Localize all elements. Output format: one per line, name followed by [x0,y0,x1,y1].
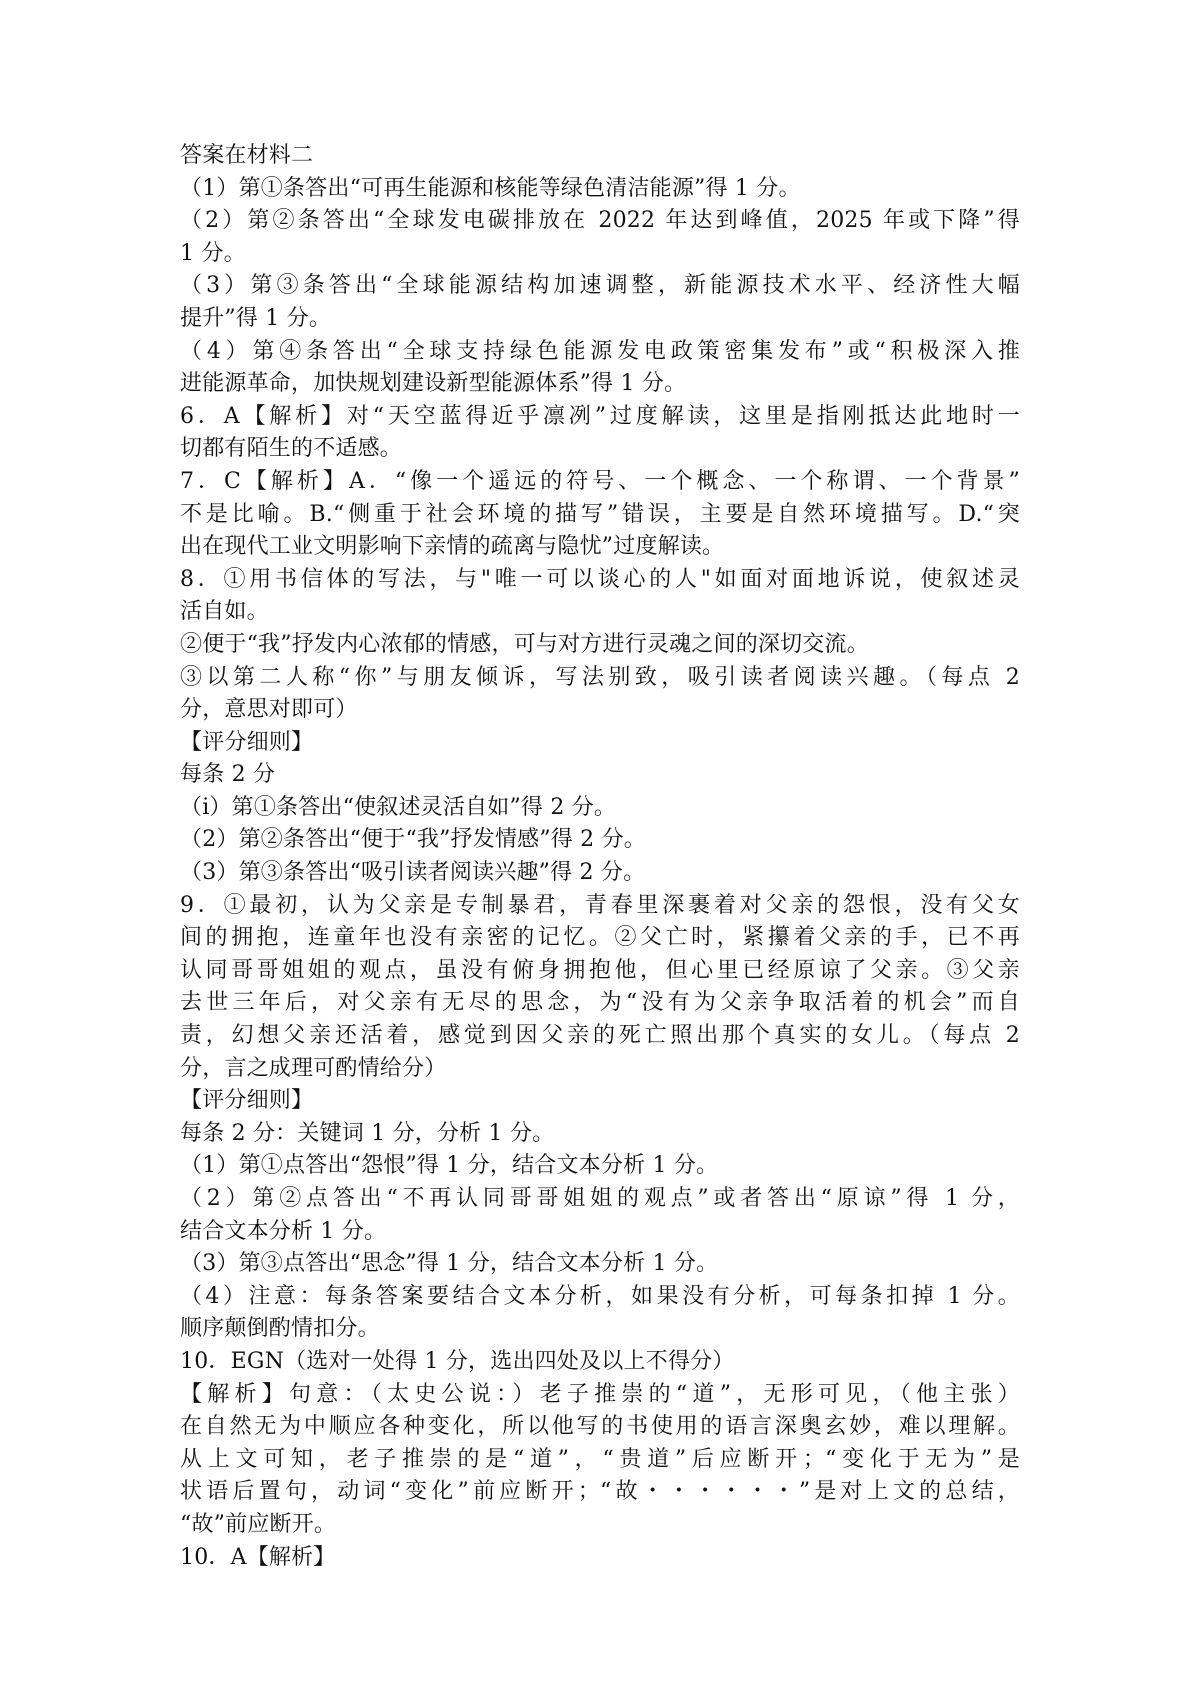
text-line: （4）第④条答出“全球支持绿色能源发电政策密集发布”或“积极深入推 [180,338,1020,364]
text-line: 1 分。 [180,240,246,266]
text-line: 状语后置句，动词“变化”前应断开；“故・・・・・・”是对上文的总结， [180,1479,1020,1505]
text-line: （1）第①条答出“可再生能源和核能等绿色清洁能源”得 1 分。 [180,175,801,201]
text-line: 顺序颠倒酌情扣分。 [180,1316,380,1342]
text-line: 每条 2 分 [180,762,276,788]
text-line: 在自然无为中顺应各种变化，所以他写的书使用的语言深奥玄妙，难以理解。 [180,1414,1020,1440]
text-line: 提升”得 1 分。 [180,305,332,331]
text-line: （3）第③条答出“全球能源结构加速调整，新能源技术水平、经济性大幅 [180,273,1020,299]
text-line: 答案在材料二 [180,143,314,168]
text-line: （4）注意：每条答案要结合文本分析，如果没有分析，可每条扣掉 1 分。 [180,1283,1020,1309]
text-line: （1）第①点答出“怨恨”得 1 分，结合文本分析 1 分。 [180,1153,719,1179]
text-line: 7．C【解析】A．“像一个遥远的符号、一个概念、一个称谓、一个背景” [180,468,1020,494]
text-line: （i）第①条答出“使叙述灵活自如”得 2 分。 [180,794,617,820]
text-line: （3）第③点答出“思念”得 1 分，结合文本分析 1 分。 [180,1251,719,1277]
text-line: 结合文本分析 1 分。 [180,1218,387,1244]
text-line: 【解析】句意：（太史公说：）老子推崇的“道”，无形可见，（他主张） [180,1381,1020,1407]
text-line: 8．①用书信体的写法，与"唯一可以谈心的人"如面对面地诉说，使叙述灵 [180,566,1020,592]
text-line: 出在现代工业文明影响下亲情的疏离与隐忧”过度解读。 [180,534,725,560]
text-line: 活自如。 [180,599,269,625]
text-line: ③以第二人称“你”与朋友倾诉，写法别致，吸引读者阅读兴趣。（每点 2 [180,664,1020,690]
text-line: （2）第②条答出“全球发电碳排放在 2022 年达到峰值，2025 年或下降”得 [180,208,1020,234]
text-line: 切都有陌生的不适感。 [180,436,403,462]
text-line: 分，言之成理可酌情给分） [180,1055,447,1081]
text-line: “故”前应断开。 [180,1511,337,1537]
text-line: 9．①最初，认为父亲是专制暴君，青春里深裹着对父亲的怨恨，没有父女 [180,892,1020,918]
text-line: 去世三年后，对父亲有无尽的思念，为“没有为父亲争取活着的机会”而自 [180,990,1020,1016]
text-line: 间的拥抱，连童年也没有亲密的记忆。②父亡时，紧攥着父亲的手，已不再 [180,925,1020,951]
text-line: （2）第②点答出“不再认同哥哥姐姐的观点”或者答出“原谅”得 1 分， [180,1186,1020,1211]
text-line: 不是比喻。B.“侧重于社会环境的描写”错误，主要是自然环境描写。D.“突 [180,501,1020,527]
text-line: 进能源革命，加快规划建设新型能源体系”得 1 分。 [180,371,687,397]
text-line: 责，幻想父亲还活着，感觉到因父亲的死亡照出那个真实的女儿。（每点 2 [180,1023,1020,1049]
text-line: 10．A【解析】 [180,1544,336,1570]
text-line: 每条 2 分：关键词 1 分，分析 1 分。 [180,1120,555,1146]
document-page [180,140,1020,1574]
text-line: 从上文可知，老子推崇的是“道”，“贵道”后应断开；“变化于无为”是 [180,1446,1020,1472]
text-line: 认同哥哥姐姐的观点，虽没有俯身拥抱他，但心里已经原谅了父亲。③父亲 [180,957,1020,983]
text-line: 分，意思对即可） [180,697,358,723]
text-line: ②便于“我”抒发内心浓郁的情感，可与对方进行灵魂之间的深切交流。 [180,631,869,657]
text-line: （2）第②条答出“便于“我”抒发情感”得 2 分。 [180,827,646,853]
text-line: 10．EGN（选对一处得 1 分，选出四处及以上不得分） [180,1348,735,1374]
text-line: 6．A【解析】对“天空蓝得近乎凛冽”过度解读，这里是指刚抵达此地时一 [180,403,1020,429]
text-line: （3）第③条答出“吸引读者阅读兴趣”得 2 分。 [180,860,646,886]
text-line: 【评分细则】 [180,1088,314,1114]
text-line: 【评分细则】 [180,729,314,755]
